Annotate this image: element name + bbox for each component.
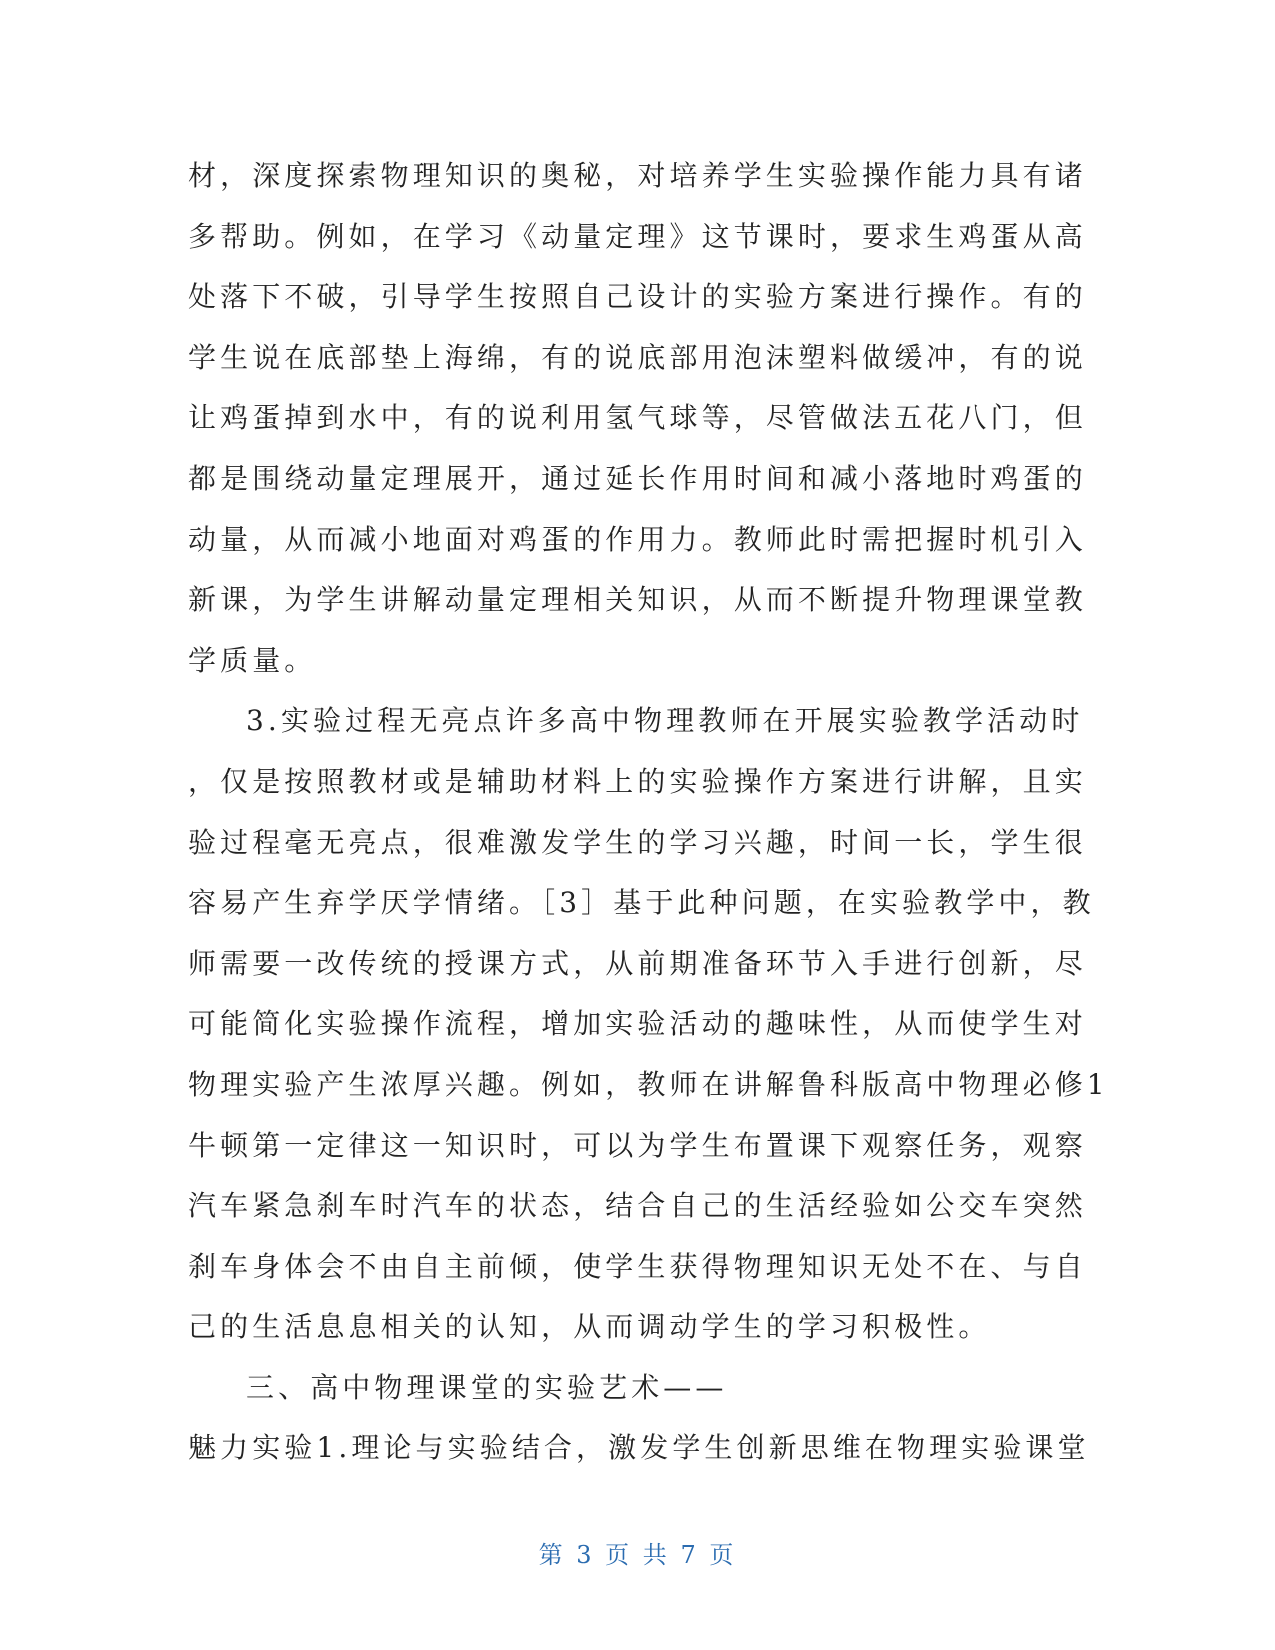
text-line: 材，深度探索物理知识的奥秘，对培养学生实验操作能力具有诸 <box>188 159 1087 192</box>
text-line: ，仅是按照教材或是辅助材料上的实验操作方案进行讲解，且实 <box>188 764 1087 798</box>
section-heading: 三、高中物理课堂的实验艺术—— <box>246 1370 728 1404</box>
text-line: 验过程毫无亮点，很难激发学生的学习兴趣，时间一长，学生很 <box>188 825 1087 859</box>
text-line: 可能简化实验操作流程，增加实验活动的趣味性，从而使学生对 <box>188 1007 1087 1041</box>
text-line: 刹车身体会不由自主前倾，使学生获得物理知识无处不在、与自 <box>188 1249 1087 1283</box>
text-line: 动量，从而减小地面对鸡蛋的作用力。教师此时需把握时机引入 <box>188 522 1087 556</box>
text-line: 汽车紧急刹车时汽车的状态，结合自己的生活经验如公交车突然 <box>188 1189 1087 1223</box>
text-line: 师需要一改传统的授课方式，从前期准备环节入手进行创新，尽 <box>188 946 1087 980</box>
text-line: 3.实验过程无亮点许多高中物理教师在开展实验教学活动时 <box>246 704 1084 738</box>
text-line: 牛顿第一定律这一知识时，可以为学生布置课下观察任务，观察 <box>188 1128 1087 1162</box>
text-line: 都是围绕动量定理展开，通过延长作用时间和减小落地时鸡蛋的 <box>188 461 1087 495</box>
text-line: 容易产生弃学厌学情绪。［3］基于此种问题，在实验教学中，教 <box>188 886 1095 920</box>
text-line: 新课，为学生讲解动量定理相关知识，从而不断提升物理课堂教 <box>188 583 1087 617</box>
text-line: 学质量。 <box>188 643 317 677</box>
text-line: 让鸡蛋掉到水中，有的说利用氢气球等，尽管做法五花八门，但 <box>188 401 1087 435</box>
text-line: 学生说在底部垫上海绵，有的说底部用泡沫塑料做缓冲，有的说 <box>188 340 1087 374</box>
text-line: 己的生活息息相关的认知，从而调动学生的学习积极性。 <box>188 1310 991 1344</box>
text-line: 物理实验产生浓厚兴趣。例如，教师在讲解鲁科版高中物理必修1 <box>188 1067 1109 1101</box>
body-text <box>188 146 1109 1479</box>
text-line: 魅力实验1.理论与实验结合，激发学生创新思维在物理实验课堂 <box>188 1431 1090 1465</box>
text-line: 多帮助。例如，在学习《动量定理》这节课时，要求生鸡蛋从高 <box>188 219 1087 253</box>
page-number: 第 3 页 共 7 页 <box>538 1541 737 1569</box>
text-line: 处落下不破，引导学生按照自己设计的实验方案进行操作。有的 <box>188 280 1087 314</box>
